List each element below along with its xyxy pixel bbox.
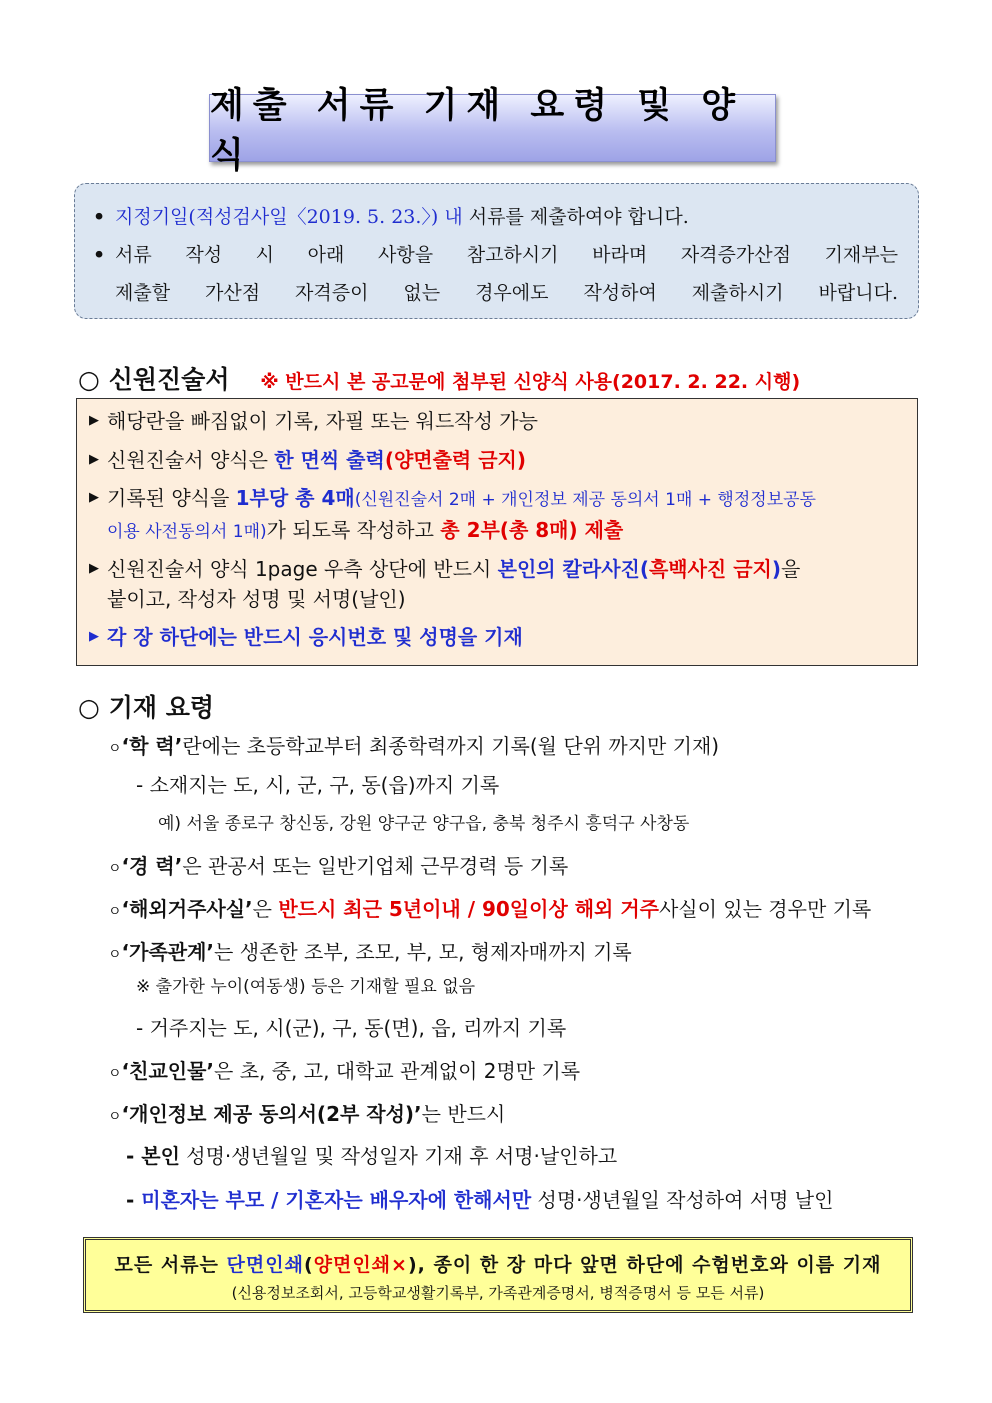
career-line: ㅇ‘경 력’은 관공서 또는 일반기업체 근무경력 등 기록	[108, 854, 569, 878]
list-item: ▶ 해당란을 빠짐없이 기록, 자필 또는 워드작성 가능	[89, 405, 903, 437]
identity-form-instructions	[76, 398, 918, 666]
arrow-icon: ▶	[89, 413, 99, 428]
notice-box	[74, 183, 919, 319]
list-item: ▶ 신원진술서 양식 1page 우측 상단에 반드시 본인의 칼라사진(흑백사진 금지)을 붙이고, 작성자 성명 및 서명(날인)	[89, 554, 903, 614]
notice-line-1: • 지정기일(적성검사일〈2019. 5. 23.〉) 내 서류를 제출하여야 합니다.	[93, 206, 689, 228]
family-note: ※ 출가한 누이(여동생) 등은 기재할 필요 없음	[136, 977, 476, 997]
footer-note-box	[83, 1237, 913, 1313]
edu-line: ㅇ‘학 력’란에는 초등학교부터 최종학력까지 기록(월 단위 까지만 기재)	[108, 734, 720, 758]
friend-line: ㅇ‘친교인물’은 초, 중, 고, 대학교 관계없이 2명만 기록	[108, 1059, 581, 1083]
section-note: ※ 반드시 본 공고문에 첨부된 신양식 사용(2017. 2. 22. 시행)	[260, 371, 801, 393]
arrow-icon: ▶	[89, 629, 99, 644]
notice-line-2: • 서류 작성 시 아래 사항을 참고하시기 바라며 자격증가산점 기재부는	[93, 244, 898, 266]
arrow-icon: ▶	[89, 490, 99, 505]
edu-example: 예) 서울 종로구 창신동, 강원 양구군 양구읍, 충북 청주시 흥덕구 사창동	[158, 814, 690, 834]
page-title-box	[209, 86, 776, 176]
footer-line-2: (신용정보조회서, 고등학교생활기록부, 가족관계증명서, 병적증명서 등 모든 서류)	[231, 1284, 765, 1302]
list-item: ▶ 각 장 하단에는 반드시 응시번호 및 성명을 기재	[89, 621, 903, 653]
list-item: ▶ 신원진술서 양식은 한 면씩 출력(양면출력 금지)	[89, 444, 903, 476]
privacy-sub-1: - 본인 성명·생년월일 및 작성일자 기재 후 서명·날인하고	[126, 1144, 618, 1168]
notice-line-3: 제출할 가산점 자격증이 없는 경우에도 작성하여 제출하시기 바랍니다.	[115, 282, 898, 304]
family-sub: - 거주지는 도, 시(군), 구, 동(면), 읍, 리까지 기록	[136, 1016, 567, 1040]
arrow-icon: ▶	[89, 561, 99, 576]
family-line: ㅇ‘가족관계’는 생존한 조부, 조모, 부, 모, 형제자매까지 기록	[108, 940, 632, 964]
list-item: ▶ 기록된 양식을 1부당 총 4매(신원진술서 2매 + 개인정보 제공 동의서 1매 + 행정정보공동 이용 사전동의서 1매)가 되도록 작성하고 총 2부(총 8매) 제출	[89, 483, 903, 547]
footer-line-1: 모든 서류는 단면인쇄(양면인쇄×), 종이 한 장 마다 앞면 하단에 수험번호와 이름 기재	[114, 1254, 882, 1276]
arrow-icon: ▶	[89, 452, 99, 467]
section-heading-guidelines: ○ 기재 요령	[78, 693, 215, 722]
page-title: 제출 서류 기재 요령 및 양식	[210, 86, 745, 176]
privacy-sub-2: - 미혼자는 부모 / 기혼자는 배우자에 한해서만 성명·생년월일 작성하여 서명 날인	[126, 1188, 834, 1212]
privacy-line: ㅇ‘개인정보 제공 동의서(2부 작성)’는 반드시	[108, 1102, 506, 1126]
section-heading-identity: ○ 신원진술서 ※ 반드시 본 공고문에 첨부된 신양식 사용(2017. 2. 22. 시행)	[78, 365, 801, 394]
abroad-line: ㅇ‘해외거주사실’은 반드시 최근 5년이내 / 90일이상 해외 거주사실이 있는 경우만 기록	[108, 897, 872, 921]
edu-sub: - 소재지는 도, 시, 군, 구, 동(읍)까지 기록	[136, 773, 500, 797]
